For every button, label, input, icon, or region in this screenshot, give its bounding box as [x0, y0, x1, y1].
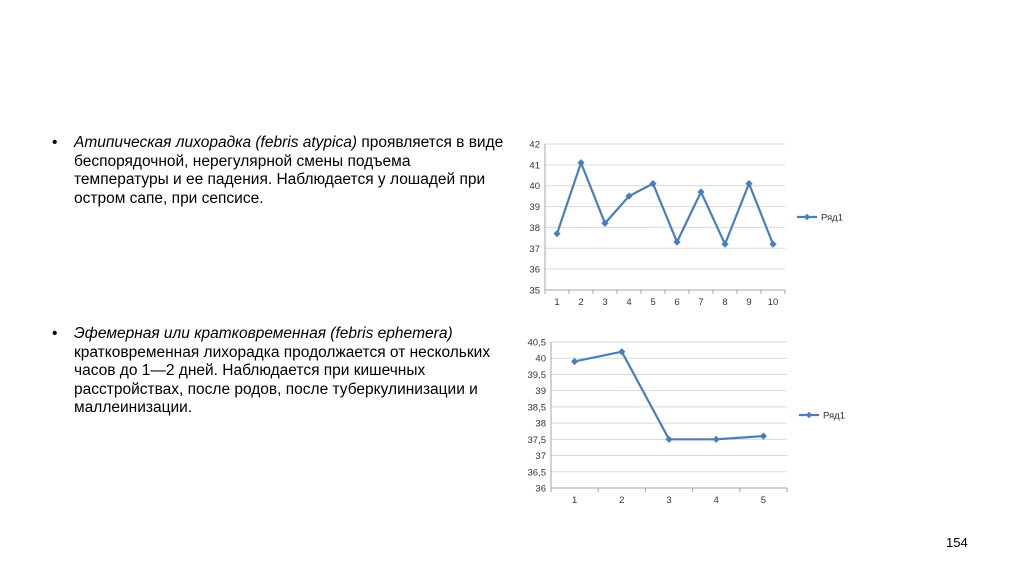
y-tick-label: 36,5 [527, 467, 546, 479]
chart-ephemeral-fever [508, 333, 868, 515]
x-tick-label: 10 [767, 297, 779, 308]
y-tick-label: 38 [535, 418, 546, 430]
y-tick-label: 40 [535, 353, 546, 365]
data-point [760, 432, 767, 439]
bullet-marker: • [52, 325, 58, 342]
y-tick-label: 37 [529, 243, 540, 255]
legend-label: Ряд1 [821, 212, 843, 224]
data-point [713, 436, 720, 443]
x-tick-label: 2 [619, 495, 625, 506]
data-point [553, 230, 560, 237]
y-tick-label: 37,5 [527, 434, 546, 446]
x-tick-label: 1 [571, 495, 578, 506]
x-tick-label: 9 [746, 297, 752, 308]
bullet-lead: Атипическая лихорадка (febris atypica) [74, 134, 358, 151]
y-tick-label: 37 [535, 451, 546, 463]
bullet-lead: Эфемерная или кратковременная (febris ephemera) [74, 325, 453, 342]
data-point [721, 241, 728, 248]
y-tick-label: 40,5 [527, 337, 546, 349]
y-tick-label: 36 [529, 264, 540, 276]
y-tick-label: 42 [529, 139, 540, 151]
series-line [575, 352, 764, 440]
y-tick-label: 35 [529, 285, 540, 297]
y-tick-label: 38,5 [527, 402, 546, 414]
x-tick-label: 1 [554, 297, 560, 308]
y-tick-label: 39 [529, 202, 540, 214]
x-tick-label: 5 [760, 495, 767, 506]
x-tick-label: 3 [666, 495, 672, 506]
series-line [557, 163, 773, 244]
data-point [769, 241, 776, 248]
legend-marker [806, 412, 812, 418]
y-tick-label: 36 [535, 483, 546, 495]
legend-marker [804, 214, 810, 220]
bullet-text [74, 325, 504, 418]
bullet-body: проявляется в виде беспорядочной, нерегулярной смены подъема температуры и ее падения. Наблюдается у лошадей при остром сапе, при сепсисе. [74, 134, 504, 207]
x-tick-label: 7 [698, 297, 704, 308]
bullet-text [74, 134, 504, 208]
x-tick-label: 5 [650, 297, 656, 308]
x-tick-label: 2 [578, 297, 584, 308]
data-point [697, 188, 704, 195]
x-tick-label: 8 [722, 297, 728, 308]
y-tick-label: 41 [529, 160, 540, 172]
x-tick-label: 3 [602, 297, 608, 308]
x-tick-label: 6 [674, 297, 680, 308]
chart-svg [508, 133, 868, 313]
legend-label: Ряд1 [823, 410, 845, 422]
bullet-body: кратковременная лихорадка продолжается от нескольких часов до 1—2 дней. Наблюдается при кишечных расстройствах, после родов, после туберкулинизации и маллеинизации. [74, 343, 491, 416]
x-tick-label: 4 [626, 297, 632, 308]
page-number: 154 [946, 535, 968, 550]
data-point [571, 358, 578, 365]
y-tick-label: 39 [535, 386, 546, 398]
y-tick-label: 39,5 [527, 369, 546, 381]
bullet-marker: • [52, 134, 58, 151]
y-tick-label: 38 [529, 222, 540, 234]
data-point [673, 238, 680, 245]
chart-atypical-fever [508, 133, 868, 313]
chart-svg [508, 333, 868, 515]
x-tick-label: 4 [713, 495, 719, 506]
y-tick-label: 40 [529, 181, 540, 193]
